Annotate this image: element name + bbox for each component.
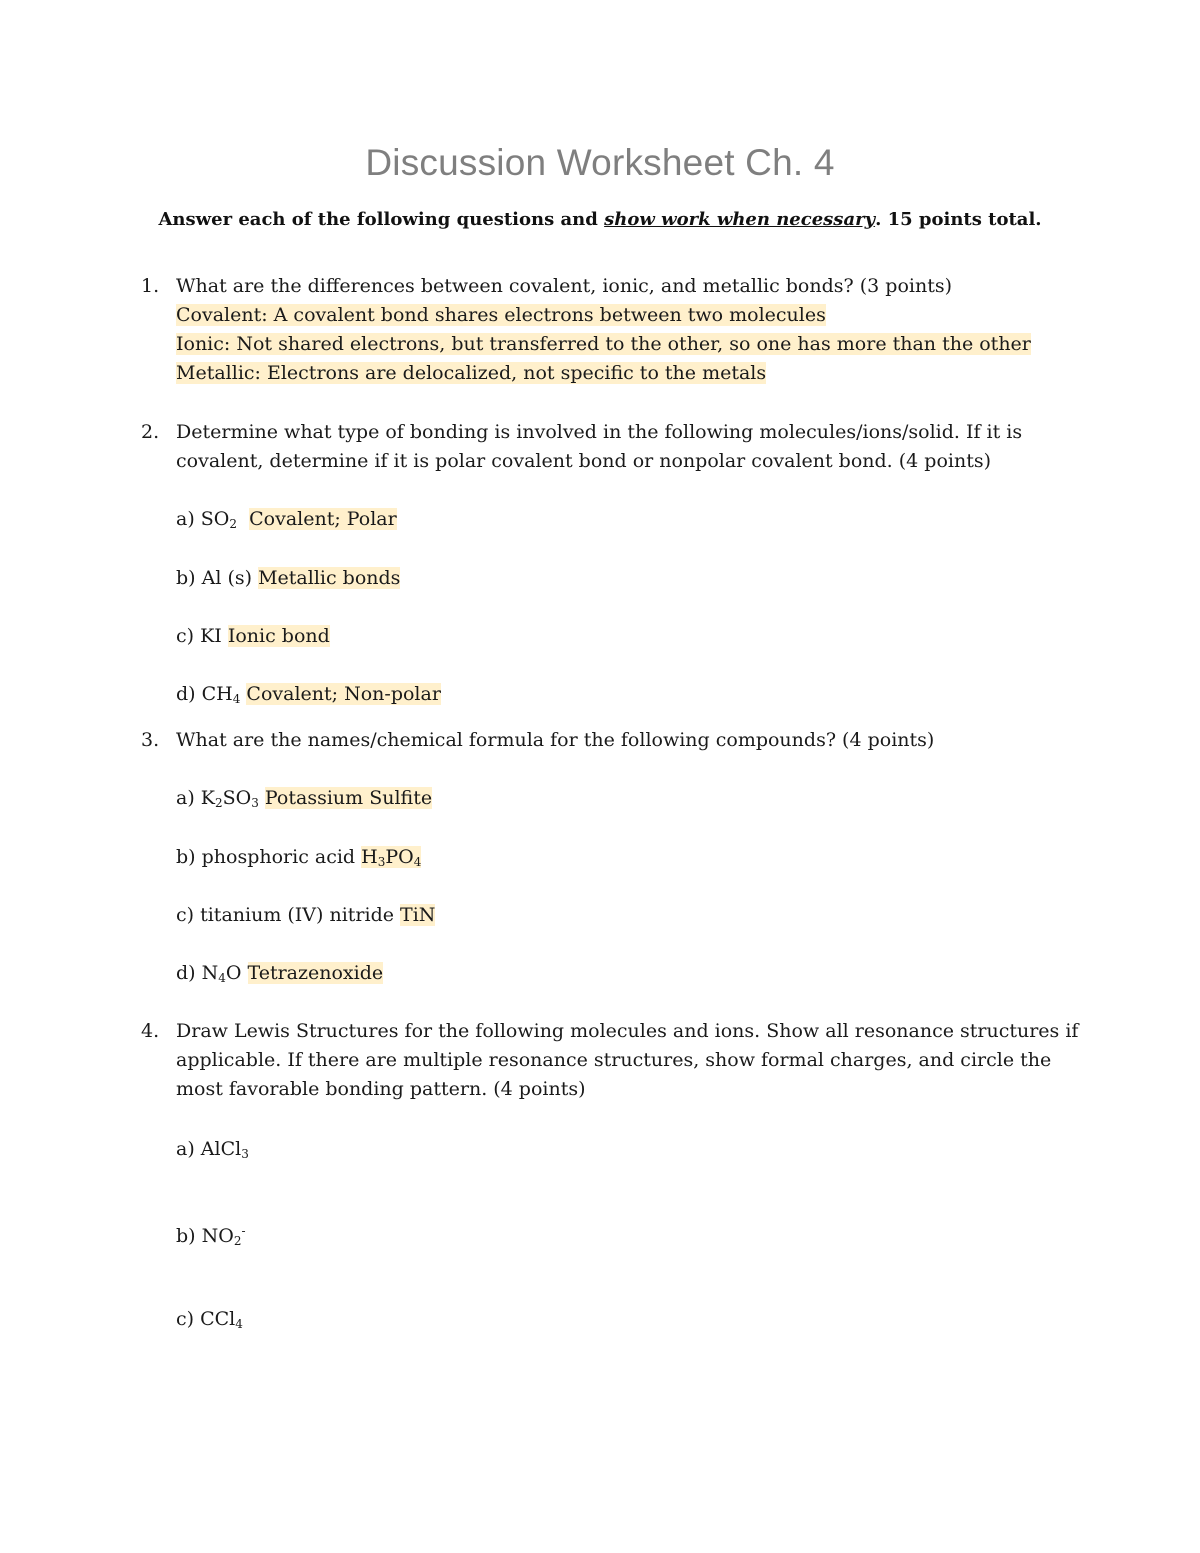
question-2-item-b [176,564,400,592]
item-label: d) CH [176,683,233,705]
item-label: b) Al (s) [176,567,253,589]
subscript: 3 [377,855,386,869]
question-2-item-a [176,505,397,533]
subscript: 4 [235,1317,243,1331]
item-label: c) titanium (IV) nitride [176,904,394,926]
answer-highlight: Covalent: A covalent bond shares electrons between two molecules [176,304,826,326]
answer-highlight: Covalent; Polar [249,508,397,530]
question-3-item-d [176,959,383,987]
answer-highlight: Ionic bond [227,625,330,647]
item-label: c) CCl [176,1308,236,1330]
item-label: c) KI [176,625,222,647]
subscript: 2 [233,1234,242,1248]
question-4-item-a [176,1135,249,1163]
subscript: 2 [214,796,223,810]
item-label: d) N [176,962,219,984]
question-3-item-c [176,901,435,929]
question-3-text: What are the names/chemical formula for the following compounds? (4 points) [176,729,935,751]
question-2-item-d [176,680,441,708]
subscript: 3 [251,796,259,810]
formula-part: H [361,846,378,868]
question-1-answer-metallic [176,359,766,387]
question-4-text-line1: Draw Lewis Structures for the following molecules and ions. Show all resonance structures if [176,1020,1079,1042]
question-2-number: 2. [141,421,160,443]
formula-part: SO [222,787,252,809]
subscript: 4 [232,692,241,706]
subscript: 2 [229,517,238,531]
question-1-number: 1. [141,275,160,297]
question-1-text: What are the differences between covalent, ionic, and metallic bonds? (3 points) [176,275,953,297]
question-4-item-b [176,1222,246,1250]
instructions-post: . 15 points total. [875,209,1042,230]
item-label: b) phosphoric acid [176,846,356,868]
question-3-item-b [176,843,421,871]
answer-highlight: Metallic bonds [258,567,401,589]
item-label: a) K [176,787,215,809]
answer-highlight: Ionic: Not shared electrons, but transferred to the other, so one has more than the other [176,333,1031,355]
question-4-text-line2: applicable. If there are multiple resonance structures, show formal charges, and circle the [176,1049,1052,1071]
subscript: 3 [241,1147,249,1161]
question-1-answer-covalent [176,301,826,329]
subscript: 4 [413,855,422,869]
subscript: 4 [218,971,226,985]
item-label: a) AlCl [176,1138,242,1160]
instructions-pre: Answer each of the following questions and [158,209,605,230]
instructions-emphasis: show work when necessary [604,209,876,230]
answer-highlight: Metallic: Electrons are delocalized, not specific to the metals [176,362,767,384]
answer-highlight: TiN [400,904,436,926]
question-2-text-line1: Determine what type of bonding is involved in the following molecules/ions/solid. If it is [176,421,1023,443]
question-4-item-c [176,1305,243,1333]
question-3-item-a [176,784,432,812]
question-3-number: 3. [141,729,160,751]
question-2-text-line2: covalent, determine if it is polar covalent bond or nonpolar covalent bond. (4 points) [176,450,992,472]
page-title: Discussion Worksheet Ch. 4 [365,142,835,183]
instructions [0,207,1200,233]
answer-highlight [361,846,421,868]
answer-highlight: Tetrazenoxide [247,962,384,984]
question-4-number: 4. [141,1020,160,1042]
answer-highlight: Covalent; Non-polar [246,683,441,705]
formula-part: PO [385,846,414,868]
question-4-text-line3: most favorable bonding pattern. (4 points) [176,1078,586,1100]
question-2-item-c [176,622,330,650]
item-label: b) NO [176,1225,234,1247]
question-1-answer-ionic [176,330,1031,358]
superscript: - [241,1224,246,1238]
formula-part: O [225,962,242,984]
item-label: a) SO [176,508,230,530]
answer-highlight: Potassium Sulfite [264,787,433,809]
